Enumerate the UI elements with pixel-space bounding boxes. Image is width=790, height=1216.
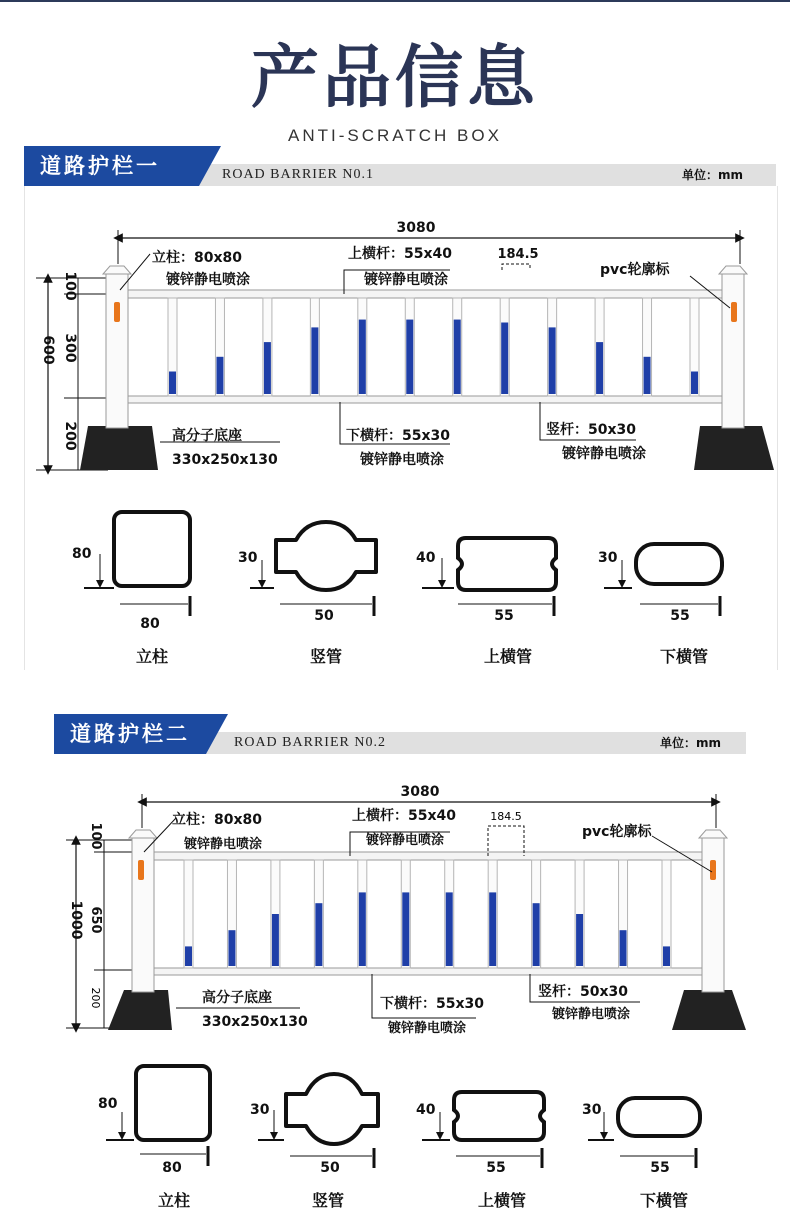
notched-tube-profile-icon — [286, 1074, 378, 1144]
profile-picket — [238, 522, 376, 666]
picket-blue-band — [228, 930, 235, 966]
bottom-rail-label: 下横杆：55x30 — [346, 428, 450, 444]
height-total-label: 1000 — [68, 900, 84, 940]
barrier-section-1 — [0, 144, 790, 674]
picket-blue-band — [454, 320, 461, 394]
base-label: 高分子底座 — [202, 990, 272, 1006]
profile-bottom-rail — [582, 1098, 700, 1210]
barrier-diagram — [0, 712, 790, 1216]
top-rail-coating-label: 镀锌静电喷涂 — [366, 833, 445, 848]
picket-blue-band — [596, 342, 603, 394]
right-post — [722, 274, 744, 428]
profile-height: 80 — [98, 1096, 118, 1112]
grooved-tube-profile-icon — [458, 538, 556, 590]
post-label: 立柱：80x80 — [152, 250, 242, 266]
profile-caption: 竖管 — [309, 647, 343, 666]
spacing-label: 184.5 — [490, 810, 522, 823]
picket-blue-band — [169, 372, 176, 395]
reflector-label: pvc轮廓标 — [582, 824, 652, 840]
section-name: ROAD BARRIER N0.2 — [234, 735, 386, 750]
profile-height: 40 — [416, 550, 436, 566]
profile-width: 80 — [162, 1160, 182, 1176]
profile-caption: 竖管 — [311, 1191, 345, 1210]
top-border-line — [0, 0, 790, 2]
profile-bottom-rail — [598, 544, 722, 666]
height-top-label: 100 — [62, 271, 78, 301]
profile-width: 55 — [486, 1160, 506, 1176]
bottom-rail-label: 下横杆：55x30 — [380, 996, 484, 1012]
reflector-left — [138, 860, 144, 880]
profile-height: 30 — [598, 550, 618, 566]
unit-label: 单位：mm — [660, 736, 722, 750]
height-total-label: 600 — [40, 335, 56, 365]
top-rail — [142, 852, 714, 860]
picket-blue-band — [501, 323, 508, 395]
base-size-label: 330x250x130 — [202, 1014, 308, 1030]
post-coating-label: 镀锌静电喷涂 — [166, 272, 250, 288]
bottom-rail-coating-label: 镀锌静电喷涂 — [388, 1021, 467, 1036]
picket-blue-band — [185, 946, 192, 966]
profile-width: 50 — [320, 1160, 340, 1176]
picket-blue-band — [533, 903, 540, 966]
notched-tube-profile-icon — [276, 522, 376, 590]
picket-blue-band — [620, 930, 627, 966]
reflector-right — [710, 860, 716, 880]
picket-blue-band — [644, 357, 651, 394]
picket-blue-band — [576, 914, 583, 966]
page-title: 产品信息 — [250, 38, 539, 118]
profile-width: 50 — [314, 608, 334, 624]
unit-label: 单位：mm — [682, 168, 744, 182]
page-subtitle: ANTI-SCRATCH BOX — [288, 126, 502, 145]
section-name: ROAD BARRIER N0.1 — [222, 167, 374, 182]
width-label: 3080 — [400, 784, 440, 800]
profile-width: 55 — [494, 608, 514, 624]
picket-blue-band — [489, 892, 496, 966]
picket-blue-band — [359, 892, 366, 966]
reflector-label: pvc轮廓标 — [600, 262, 670, 278]
bottom-rail — [118, 396, 738, 403]
profile-width: 80 — [140, 616, 160, 632]
post-coating-label: 镀锌静电喷涂 — [184, 837, 263, 852]
profile-caption: 下横管 — [659, 647, 709, 666]
height-mid-label: 300 — [62, 333, 78, 363]
profile-caption: 上横管 — [483, 647, 533, 666]
bottom-rail — [142, 968, 714, 975]
profile-top-rail — [416, 1092, 544, 1210]
square-tube-profile-icon — [136, 1066, 210, 1140]
profile-picket — [250, 1074, 378, 1210]
profile-top-rail — [416, 538, 556, 666]
grooved-tube-profile-icon — [454, 1092, 544, 1140]
profile-height: 30 — [238, 550, 258, 566]
base-size-label: 330x250x130 — [172, 452, 278, 468]
pickets — [184, 860, 671, 968]
top-rail — [118, 290, 738, 298]
top-rail-label: 上横杆：55x40 — [352, 808, 456, 824]
post-label: 立柱：80x80 — [172, 812, 262, 828]
picket-blue-band — [402, 892, 409, 966]
picket-blue-band — [315, 903, 322, 966]
pickets — [168, 298, 699, 396]
barrier-diagram — [0, 144, 790, 674]
oval-tube-profile-icon — [636, 544, 722, 584]
square-tube-profile-icon — [114, 512, 190, 586]
picket-blue-band — [406, 320, 413, 394]
top-rail-label: 上横杆：55x40 — [348, 246, 452, 262]
reflector-left — [114, 302, 120, 322]
picket-coating-label: 镀锌静电喷涂 — [562, 446, 646, 462]
base-label: 高分子底座 — [172, 428, 242, 444]
profile-post — [98, 1066, 210, 1210]
reflector-right — [731, 302, 737, 322]
picket-label: 竖杆：50x30 — [546, 422, 636, 438]
picket-blue-band — [216, 357, 223, 394]
right-base — [672, 990, 746, 1030]
profile-caption: 立柱 — [157, 1191, 191, 1210]
section-tag: 道路护栏二 — [54, 714, 206, 754]
spacing-label: 184.5 — [497, 247, 539, 262]
picket-blue-band — [264, 342, 271, 394]
height-mid-label: 650 — [88, 906, 103, 934]
profile-width: 55 — [670, 608, 690, 624]
picket-blue-band — [311, 327, 318, 394]
bottom-rail-coating-label: 镀锌静电喷涂 — [360, 452, 444, 468]
profile-height: 40 — [416, 1102, 436, 1118]
picket-blue-band — [549, 327, 556, 394]
picket-label: 竖杆：50x30 — [538, 984, 628, 1000]
picket-blue-band — [359, 320, 366, 394]
top-rail-coating-label: 镀锌静电喷涂 — [364, 272, 448, 288]
profile-height: 30 — [582, 1102, 602, 1118]
picket-blue-band — [272, 914, 279, 966]
height-bottom-label: 200 — [62, 421, 78, 451]
picket-coating-label: 镀锌静电喷涂 — [552, 1007, 631, 1022]
width-label: 3080 — [396, 220, 436, 236]
height-top-label: 100 — [88, 822, 103, 850]
left-base — [80, 426, 158, 470]
barrier-section-2 — [0, 712, 790, 1216]
profile-caption: 上横管 — [477, 1191, 527, 1210]
picket-blue-band — [663, 946, 670, 966]
picket-blue-band — [691, 372, 698, 395]
profile-caption: 下横管 — [639, 1191, 689, 1210]
section-tag: 道路护栏一 — [24, 146, 199, 186]
left-base — [108, 990, 172, 1030]
profile-height: 30 — [250, 1102, 270, 1118]
profile-width: 55 — [650, 1160, 670, 1176]
profile-post — [72, 512, 190, 666]
right-base — [694, 426, 774, 470]
profile-height: 80 — [72, 546, 92, 562]
oval-tube-profile-icon — [618, 1098, 700, 1136]
left-post — [106, 274, 128, 428]
picket-blue-band — [446, 892, 453, 966]
height-bottom-label: 200 — [89, 987, 102, 1009]
profile-caption: 立柱 — [135, 647, 169, 666]
